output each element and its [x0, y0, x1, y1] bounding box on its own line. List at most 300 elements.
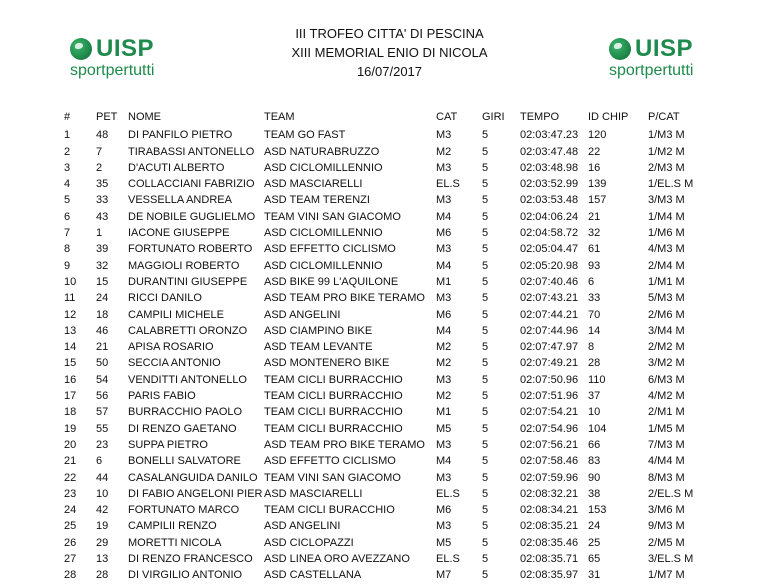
cell-cat: M5 [436, 422, 452, 435]
logo-tagline: sportpertutti [70, 62, 155, 79]
cell-nome: D'ACUTI ALBERTO [128, 161, 225, 174]
col-header-position: # [64, 111, 71, 123]
cell-cat: M5 [436, 536, 452, 549]
cell-giri: 5 [482, 455, 489, 468]
cell-team: ASD ANGELINI [264, 520, 341, 533]
cell-cat: M6 [436, 227, 452, 240]
cell-nome: IACONE GIUSEPPE [128, 227, 230, 240]
logo-brand: UISP [96, 35, 155, 62]
cell-pcat: 3/M4 M [648, 324, 685, 337]
cell-tempo: 02:07:40.46 [520, 275, 579, 288]
cell-pcat: 8/M3 M [648, 471, 685, 484]
cell-nome: BONELLI SALVATORE [128, 455, 241, 468]
cell-giri: 5 [482, 520, 489, 533]
cell-pcat: 2/M4 M [648, 259, 685, 272]
col-header-id-chip: ID CHIP [588, 111, 629, 123]
cell-id-chip: 83 [588, 455, 601, 468]
cell-team: ASD MONTENERO BIKE [264, 357, 390, 370]
cell-pet: 46 [96, 324, 109, 337]
cell-team: TEAM CICLI BURRACCHIO [264, 422, 403, 435]
cell-giri: 5 [482, 275, 489, 288]
cell-pet: 48 [96, 129, 109, 142]
table-row [0, 339, 728, 355]
cell-pet: 33 [96, 194, 109, 207]
cell-cat: M4 [436, 324, 452, 337]
cell-cat: M3 [436, 161, 452, 174]
cell-tempo: 02:05:04.47 [520, 243, 579, 256]
cell-tempo: 02:08:35.46 [520, 536, 579, 549]
cell-pet: 55 [96, 422, 109, 435]
cell-position: 7 [64, 227, 71, 240]
cell-cat: M3 [436, 243, 452, 256]
cell-pcat: 1/M3 M [648, 129, 685, 142]
cell-cat: EL.S [436, 487, 460, 500]
cell-id-chip: 31 [588, 569, 601, 582]
cell-giri: 5 [482, 227, 489, 240]
cell-pet: 43 [96, 210, 109, 223]
cell-team: ASD BIKE 99 L'AQUILONE [264, 275, 399, 288]
cell-tempo: 02:03:47.48 [520, 145, 579, 158]
cell-pcat: 1/M7 M [648, 569, 685, 582]
cell-id-chip: 32 [588, 227, 601, 240]
cell-position: 19 [64, 422, 77, 435]
cell-cat: M3 [436, 292, 452, 305]
cell-cat: M2 [436, 341, 452, 354]
cell-tempo: 02:07:47.97 [520, 341, 579, 354]
cell-cat: M2 [436, 145, 452, 158]
cell-giri: 5 [482, 259, 489, 272]
cell-tempo: 02:07:54.21 [520, 406, 579, 419]
cell-position: 8 [64, 243, 71, 256]
cell-team: ASD CICLOMILLENNIO [264, 227, 383, 240]
cell-id-chip: 8 [588, 341, 595, 354]
table-row [0, 176, 728, 192]
table-row [0, 421, 728, 437]
cell-giri: 5 [482, 536, 489, 549]
globe-icon [609, 38, 631, 60]
col-header-tempo: TEMPO [520, 111, 560, 123]
cell-id-chip: 104 [588, 422, 607, 435]
cell-tempo: 02:08:35.71 [520, 553, 579, 566]
cell-tempo: 02:04:58.72 [520, 227, 579, 240]
uisp-logo-right [607, 36, 717, 86]
cell-tempo: 02:03:47.23 [520, 129, 579, 142]
cell-pet: 6 [96, 455, 103, 468]
cell-tempo: 02:08:32.21 [520, 487, 579, 500]
cell-position: 16 [64, 373, 77, 386]
cell-giri: 5 [482, 438, 489, 451]
cell-pet: 7 [96, 145, 103, 158]
cell-giri: 5 [482, 145, 489, 158]
cell-id-chip: 21 [588, 210, 601, 223]
cell-nome: CASALANGUIDA DANILO [128, 471, 258, 484]
cell-position: 20 [64, 438, 77, 451]
cell-position: 9 [64, 259, 71, 272]
cell-cat: M3 [436, 520, 452, 533]
cell-pet: 15 [96, 275, 109, 288]
cell-position: 23 [64, 487, 77, 500]
cell-id-chip: 157 [588, 194, 607, 207]
cell-cat: M3 [436, 471, 452, 484]
cell-pcat: 2/M5 M [648, 536, 685, 549]
cell-nome: DURANTINI GIUSEPPE [128, 275, 248, 288]
cell-team: ASD CIAMPINO BIKE [264, 324, 373, 337]
cell-nome: SECCIA ANTONIO [128, 357, 221, 370]
cell-cat: M7 [436, 569, 452, 582]
cell-giri: 5 [482, 341, 489, 354]
cell-giri: 5 [482, 406, 489, 419]
cell-tempo: 02:07:58.46 [520, 455, 579, 468]
table-row [0, 551, 728, 567]
cell-pcat: 3/M3 M [648, 194, 685, 207]
table-row [0, 241, 728, 257]
cell-pcat: 9/M3 M [648, 520, 685, 533]
cell-nome: DE NOBILE GUGLIELMO [128, 210, 256, 223]
col-header-team: TEAM [264, 111, 295, 123]
cell-pcat: 2/M6 M [648, 308, 685, 321]
cell-team: ASD TEAM PRO BIKE TERAMO [264, 438, 425, 451]
cell-pet: 28 [96, 569, 109, 582]
cell-nome: CAMPILI MICHELE [128, 308, 224, 321]
cell-position: 12 [64, 308, 77, 321]
table-row [0, 567, 728, 583]
cell-pet: 18 [96, 308, 109, 321]
cell-position: 22 [64, 471, 77, 484]
cell-pet: 29 [96, 536, 109, 549]
cell-cat: M6 [436, 504, 452, 517]
cell-pet: 32 [96, 259, 109, 272]
cell-pet: 44 [96, 471, 109, 484]
cell-nome: SUPPA PIETRO [128, 438, 208, 451]
cell-cat: M6 [436, 308, 452, 321]
cell-team: ASD CICLOPAZZI [264, 536, 354, 549]
cell-giri: 5 [482, 487, 489, 500]
cell-id-chip: 10 [588, 406, 601, 419]
cell-id-chip: 93 [588, 259, 601, 272]
cell-position: 6 [64, 210, 71, 223]
event-subtitle: XIII MEMORIAL ENIO DI NICOLA [291, 45, 488, 60]
table-row [0, 144, 728, 160]
cell-team: ASD MASCIARELLI [264, 487, 363, 500]
table-row [0, 323, 728, 339]
cell-position: 28 [64, 569, 77, 582]
cell-pet: 23 [96, 438, 109, 451]
logo-brand: UISP [635, 35, 694, 62]
logo-tagline: sportpertutti [609, 62, 694, 79]
cell-pcat: 3/EL.S M [648, 553, 694, 566]
cell-cat: M3 [436, 194, 452, 207]
cell-giri: 5 [482, 504, 489, 517]
cell-pcat: 3/M6 M [648, 504, 685, 517]
cell-nome: CALABRETTI ORONZO [128, 324, 248, 337]
table-row [0, 518, 728, 534]
cell-position: 18 [64, 406, 77, 419]
cell-team: ASD CICLOMILLENNIO [264, 259, 383, 272]
cell-pcat: 4/M3 M [648, 243, 685, 256]
cell-id-chip: 37 [588, 390, 601, 403]
cell-team: TEAM VINI SAN GIACOMO [264, 471, 401, 484]
cell-pet: 56 [96, 390, 109, 403]
cell-giri: 5 [482, 324, 489, 337]
cell-tempo: 02:07:59.96 [520, 471, 579, 484]
results-table [0, 109, 728, 584]
cell-pcat: 2/M1 M [648, 406, 685, 419]
cell-giri: 5 [482, 292, 489, 305]
cell-tempo: 02:03:52.99 [520, 178, 579, 191]
cell-giri: 5 [482, 129, 489, 142]
cell-team: ASD ANGELINI [264, 308, 341, 321]
cell-position: 15 [64, 357, 77, 370]
table-row [0, 290, 728, 306]
cell-team: ASD TEAM PRO BIKE TERAMO [264, 292, 425, 305]
cell-position: 3 [64, 161, 71, 174]
cell-giri: 5 [482, 569, 489, 582]
results-body [0, 127, 728, 583]
cell-pcat: 7/M3 M [648, 438, 685, 451]
cell-nome: PARIS FABIO [128, 390, 196, 403]
cell-position: 2 [64, 145, 71, 158]
col-header-giri: GIRI [482, 111, 505, 123]
table-header-row [0, 109, 728, 127]
cell-pcat: 3/M2 M [648, 357, 685, 370]
cell-team: ASD TEAM LEVANTE [264, 341, 373, 354]
cell-giri: 5 [482, 243, 489, 256]
cell-team: TEAM CICLI BURRACCHIO [264, 390, 403, 403]
cell-id-chip: 38 [588, 487, 601, 500]
cell-nome: FORTUNATO MARCO [128, 504, 240, 517]
cell-id-chip: 22 [588, 145, 601, 158]
cell-team: ASD CASTELLANA [264, 569, 362, 582]
cell-id-chip: 139 [588, 178, 607, 191]
table-row [0, 192, 728, 208]
table-row [0, 160, 728, 176]
cell-cat: M3 [436, 438, 452, 451]
cell-cat: M3 [436, 129, 452, 142]
cell-giri: 5 [482, 373, 489, 386]
cell-pcat: 1/M1 M [648, 275, 685, 288]
cell-tempo: 02:08:34.21 [520, 504, 579, 517]
cell-pcat: 4/M4 M [648, 455, 685, 468]
event-title: III TROFEO CITTA' DI PESCINA [295, 26, 484, 41]
cell-team: ASD LINEA ORO AVEZZANO [264, 553, 410, 566]
cell-cat: M1 [436, 406, 452, 419]
cell-position: 21 [64, 455, 77, 468]
cell-team: TEAM CICLI BURRACCHIO [264, 406, 403, 419]
col-header-nome: NOME [128, 111, 161, 123]
cell-id-chip: 65 [588, 553, 601, 566]
cell-giri: 5 [482, 308, 489, 321]
cell-giri: 5 [482, 178, 489, 191]
cell-pcat: 6/M3 M [648, 373, 685, 386]
cell-pcat: 1/M6 M [648, 227, 685, 240]
cell-id-chip: 66 [588, 438, 601, 451]
col-header-pet: PET [96, 111, 118, 123]
cell-id-chip: 25 [588, 536, 601, 549]
cell-id-chip: 61 [588, 243, 601, 256]
cell-tempo: 02:07:44.21 [520, 308, 579, 321]
table-row [0, 502, 728, 518]
cell-id-chip: 24 [588, 520, 601, 533]
cell-position: 24 [64, 504, 77, 517]
cell-cat: M4 [436, 455, 452, 468]
cell-pet: 10 [96, 487, 109, 500]
cell-id-chip: 14 [588, 324, 601, 337]
table-row [0, 307, 728, 323]
cell-position: 5 [64, 194, 71, 207]
cell-giri: 5 [482, 194, 489, 207]
cell-giri: 5 [482, 357, 489, 370]
cell-position: 25 [64, 520, 77, 533]
cell-nome: COLLACCIANI FABRIZIO [128, 178, 255, 191]
cell-team: ASD MASCIARELLI [264, 178, 363, 191]
cell-pet: 50 [96, 357, 109, 370]
cell-nome: BURRACCHIO PAOLO [128, 406, 243, 419]
cell-team: ASD CICLOMILLENNIO [264, 161, 383, 174]
cell-team: TEAM GO FAST [264, 129, 346, 142]
cell-cat: EL.S [436, 178, 460, 191]
cell-pet: 42 [96, 504, 109, 517]
cell-nome: MORETTI NICOLA [128, 536, 222, 549]
cell-pcat: 1/EL.S M [648, 178, 694, 191]
cell-nome: RICCI DANILO [128, 292, 202, 305]
cell-nome: DI RENZO FRANCESCO [128, 553, 253, 566]
cell-pet: 13 [96, 553, 109, 566]
cell-pcat: 1/M5 M [648, 422, 685, 435]
cell-giri: 5 [482, 390, 489, 403]
cell-id-chip: 16 [588, 161, 601, 174]
cell-giri: 5 [482, 161, 489, 174]
table-row [0, 388, 728, 404]
cell-cat: M2 [436, 390, 452, 403]
cell-team: TEAM CICLI BURACCHIO [264, 504, 395, 517]
cell-id-chip: 110 [588, 373, 606, 386]
cell-tempo: 02:07:49.21 [520, 357, 579, 370]
cell-pcat: 2/M3 M [648, 161, 685, 174]
cell-pet: 1 [96, 227, 103, 240]
cell-giri: 5 [482, 422, 489, 435]
cell-pcat: 5/M3 M [648, 292, 685, 305]
cell-team: ASD TEAM TERENZI [264, 194, 370, 207]
cell-pet: 19 [96, 520, 109, 533]
cell-tempo: 02:05:20.98 [520, 259, 579, 272]
cell-position: 11 [64, 292, 76, 305]
cell-tempo: 02:04:06.24 [520, 210, 579, 223]
table-row [0, 274, 728, 290]
cell-pet: 39 [96, 243, 109, 256]
cell-pcat: 1/M2 M [648, 145, 685, 158]
cell-id-chip: 33 [588, 292, 601, 305]
cell-nome: MAGGIOLI ROBERTO [128, 259, 240, 272]
cell-pcat: 2/EL.S M [648, 487, 694, 500]
cell-pet: 24 [96, 292, 109, 305]
cell-id-chip: 6 [588, 275, 595, 288]
cell-tempo: 02:07:44.96 [520, 324, 579, 337]
cell-id-chip: 90 [588, 471, 601, 484]
cell-pet: 35 [96, 178, 109, 191]
cell-giri: 5 [482, 471, 489, 484]
cell-tempo: 02:03:53.48 [520, 194, 579, 207]
table-row [0, 486, 728, 502]
cell-position: 27 [64, 553, 77, 566]
cell-position: 14 [64, 341, 77, 354]
cell-tempo: 02:07:51.96 [520, 390, 579, 403]
cell-pet: 21 [96, 341, 109, 354]
col-header-pcat: P/CAT [648, 111, 680, 123]
cell-nome: VENDITTI ANTONELLO [128, 373, 247, 386]
cell-pet: 57 [96, 406, 109, 419]
cell-nome: DI FABIO ANGELONI PIER [128, 487, 263, 500]
cell-team: ASD NATURABRUZZO [264, 145, 380, 158]
cell-pet: 2 [96, 161, 103, 174]
table-row [0, 258, 728, 274]
cell-nome: DI VIRGILIO ANTONIO [128, 569, 243, 582]
cell-tempo: 02:07:50.96 [520, 373, 579, 386]
cell-tempo: 02:08:35.97 [520, 569, 579, 582]
table-row [0, 535, 728, 551]
cell-giri: 5 [482, 210, 489, 223]
table-row [0, 355, 728, 371]
table-row [0, 437, 728, 453]
cell-position: 10 [64, 275, 77, 288]
table-row [0, 470, 728, 486]
cell-nome: CAMPILII RENZO [128, 520, 217, 533]
cell-cat: M4 [436, 259, 452, 272]
table-row [0, 225, 728, 241]
table-row [0, 404, 728, 420]
cell-cat: M3 [436, 373, 452, 386]
cell-nome: DI RENZO GAETANO [128, 422, 237, 435]
table-row [0, 372, 728, 388]
cell-pet: 54 [96, 373, 109, 386]
cell-cat: M1 [436, 275, 452, 288]
cell-nome: VESSELLA ANDREA [128, 194, 232, 207]
cell-team: TEAM VINI SAN GIACOMO [264, 210, 401, 223]
col-header-cat: CAT [436, 111, 458, 123]
cell-team: ASD EFFETTO CICLISMO [264, 455, 396, 468]
cell-tempo: 02:03:48.98 [520, 161, 579, 174]
cell-position: 4 [64, 178, 71, 191]
cell-nome: TIRABASSI ANTONELLO [128, 145, 255, 158]
cell-position: 13 [64, 324, 77, 337]
table-row [0, 127, 728, 143]
cell-nome: APISA ROSARIO [128, 341, 214, 354]
cell-id-chip: 70 [588, 308, 601, 321]
cell-tempo: 02:07:54.96 [520, 422, 579, 435]
cell-team: TEAM CICLI BURRACCHIO [264, 373, 403, 386]
cell-pcat: 4/M2 M [648, 390, 685, 403]
cell-tempo: 02:07:56.21 [520, 438, 579, 451]
cell-id-chip: 153 [588, 504, 607, 517]
table-row [0, 453, 728, 469]
table-row [0, 209, 728, 225]
cell-tempo: 02:07:43.21 [520, 292, 579, 305]
cell-cat: EL.S [436, 553, 460, 566]
cell-position: 1 [64, 129, 71, 142]
cell-tempo: 02:08:35.21 [520, 520, 579, 533]
cell-pcat: 2/M2 M [648, 341, 685, 354]
cell-nome: FORTUNATO ROBERTO [128, 243, 253, 256]
cell-cat: M2 [436, 357, 452, 370]
cell-position: 17 [64, 390, 77, 403]
cell-giri: 5 [482, 553, 489, 566]
cell-position: 26 [64, 536, 77, 549]
cell-nome: DI PANFILO PIETRO [128, 129, 233, 142]
event-date: 16/07/2017 [356, 64, 423, 79]
cell-cat: M4 [436, 210, 452, 223]
cell-pcat: 1/M4 M [648, 210, 685, 223]
cell-team: ASD EFFETTO CICLISMO [264, 243, 396, 256]
cell-id-chip: 28 [588, 357, 601, 370]
